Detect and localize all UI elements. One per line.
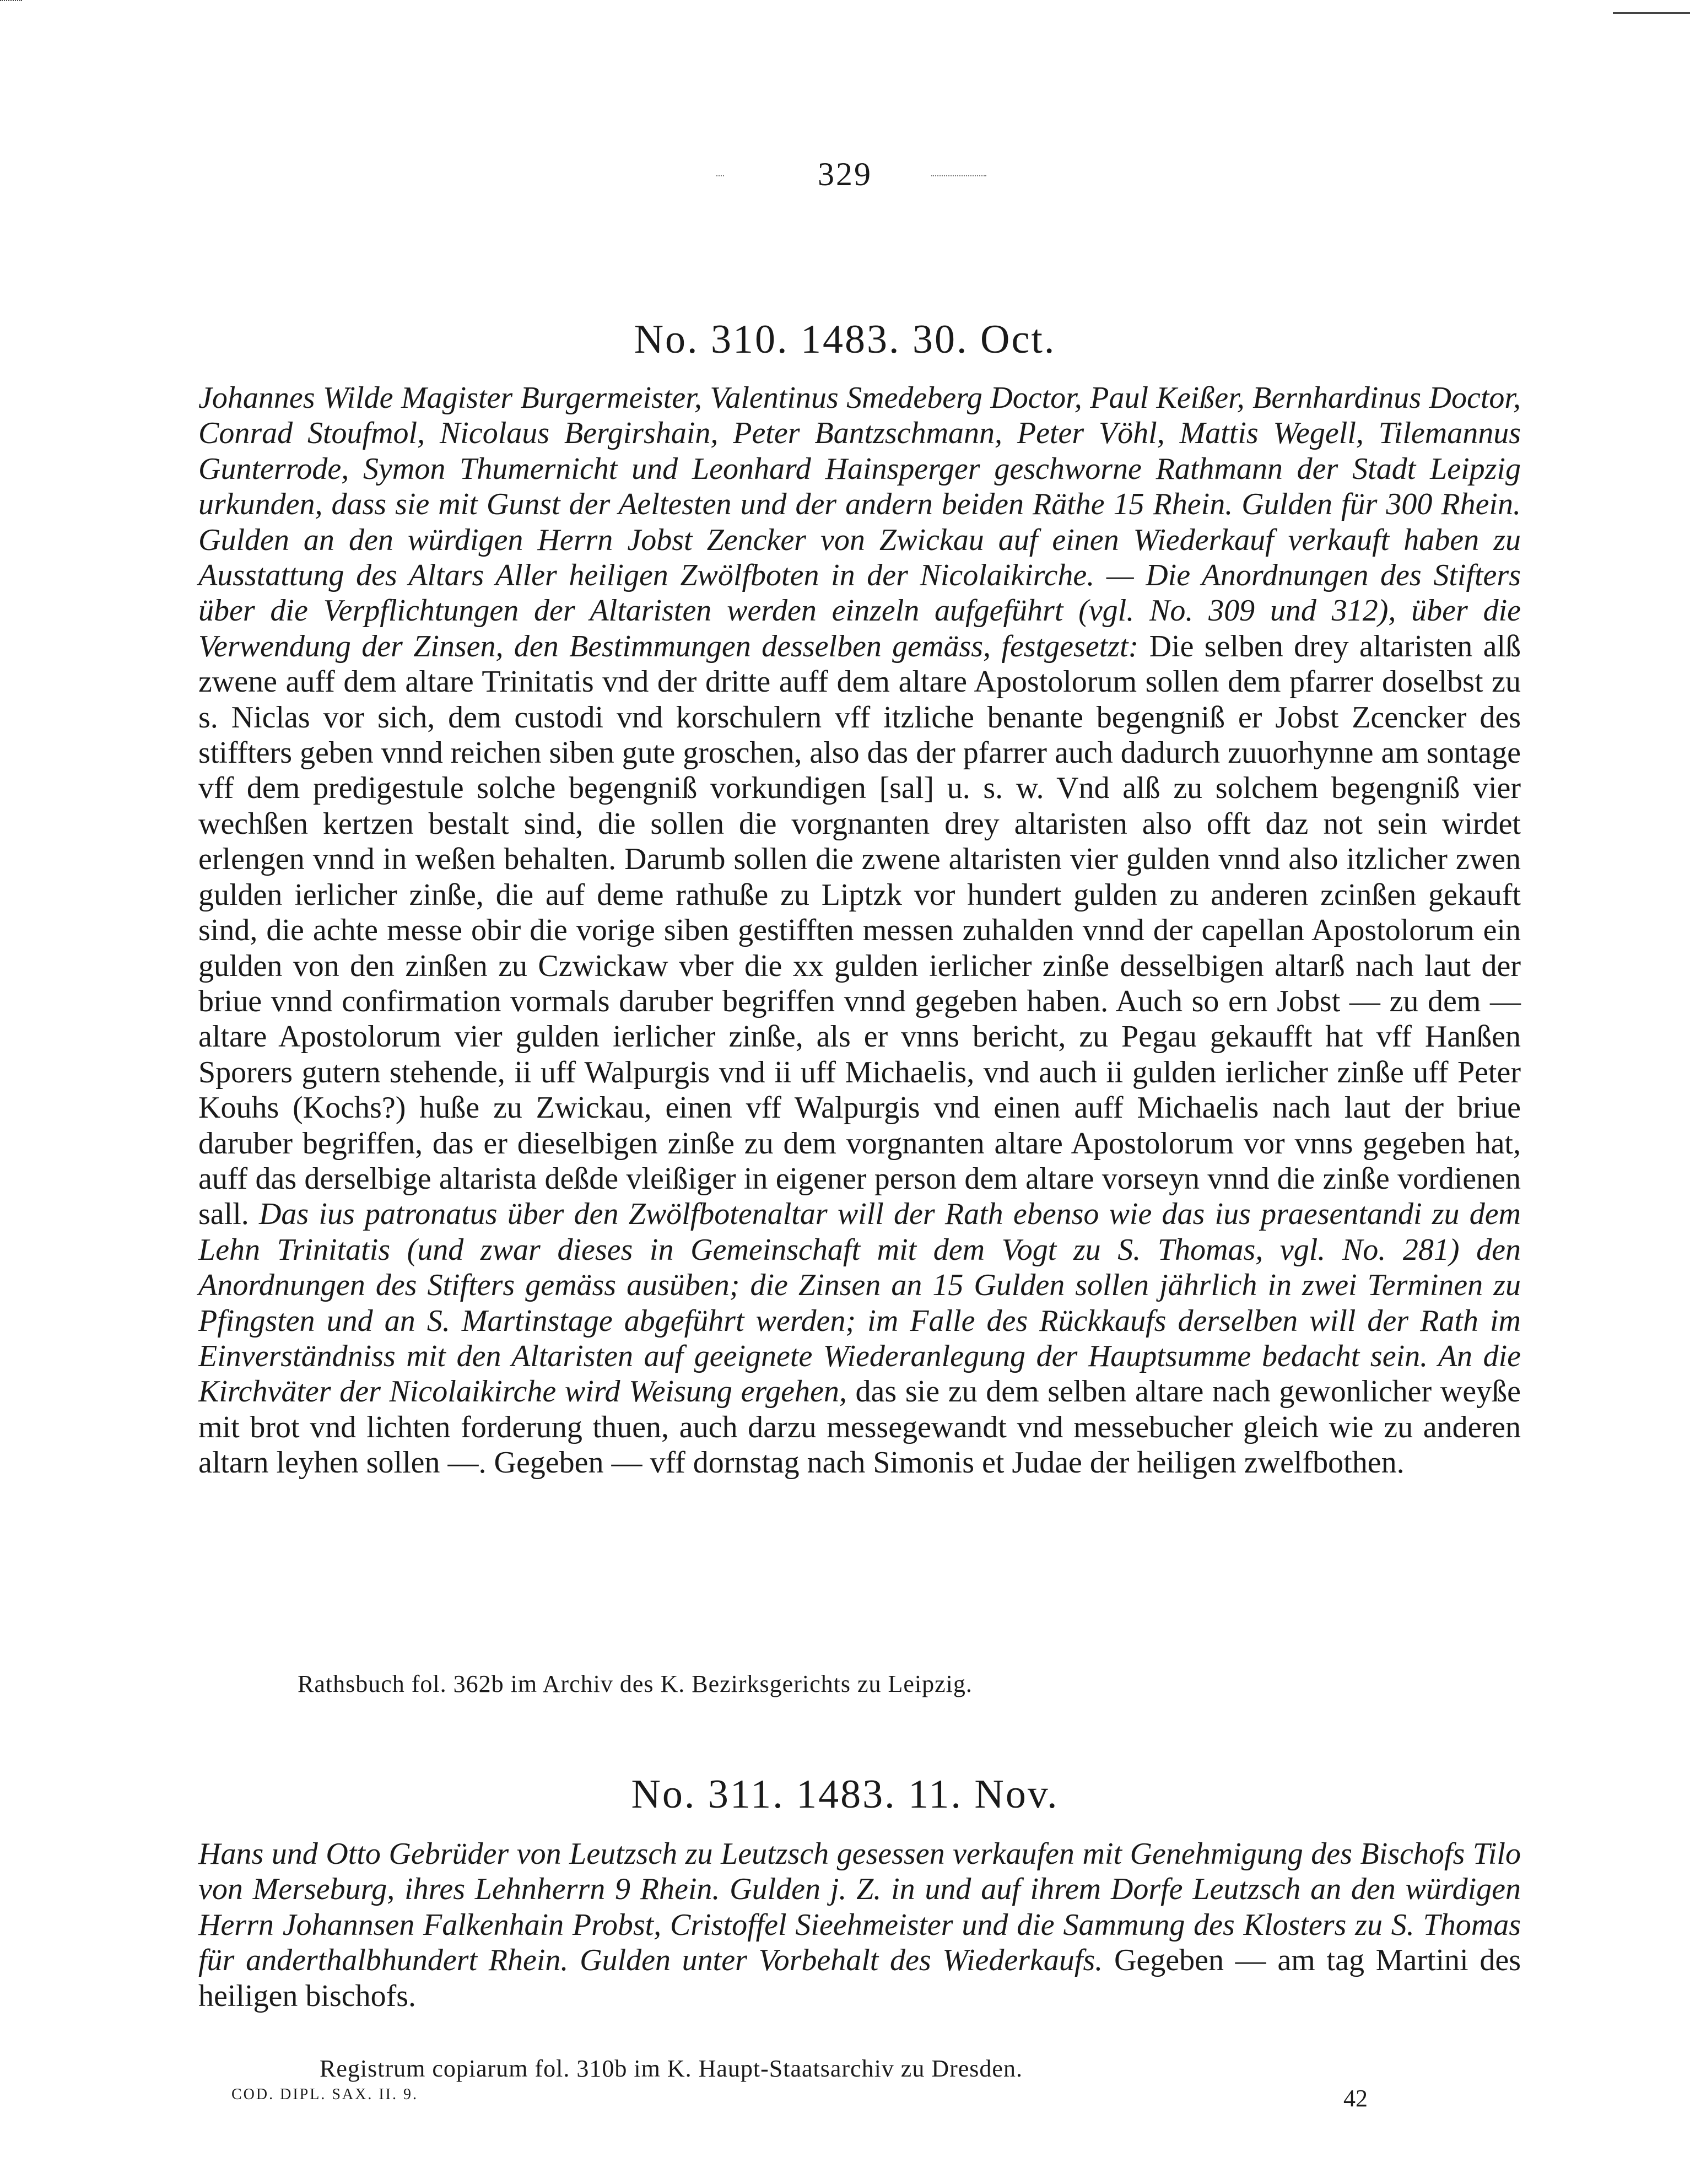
entry-body-310: [198, 380, 1521, 1481]
summary-text: Johannes Wilde Magister Burgermeister, Valentinus Smedeberg Doctor, Paul Keißer, Bernhardinus Doctor, Conrad Stoufmol, Nicolaus Bergirshain, Peter Bantzschmann, Peter Vöhl, Mattis Wegell, Tilemannus Gunterrode, Symon Thumernicht und Leonhard Hainsperger geschworne Rathmann der Stadt Leipzig urkunden, dass sie mit Gunst der Aeltesten und der andern beiden Räthe 15 Rhein. Gulden für 300 Rhein. Gulden an den würdigen Herrn Jobst Zencker von Zwickau auf einen Wiederkauf verkauft haben zu Ausstattung des Altars Aller heiligen Zwölfboten in der Nicolaikirche. — Die Anordnungen des Stifters über die Verpflichtungen der Altaristen werden einzeln aufgeführt (vgl. No. 309 und 312), über die Verwendung der Zinsen, den Bestimmungen desselben gemäss, festgesetzt:: [198, 381, 1521, 664]
header-dash-right: [931, 175, 986, 176]
quoted-text: das sie zu dem selben altare nach gewonlicher weyße mit brot vnd lichten forderung thuen, auch darzu messegewandt vnd messebucher gleich wie zu anderen altarn leyhen sollen —. Gegeben — vff dornstag nach Simonis et Judae der heiligen zwelfbothen.: [198, 1374, 1521, 1480]
quoted-text: Gegeben — am tag Martini des heiligen bischofs.: [198, 1943, 1521, 2013]
quoted-text: Die selben drey altaristen alß zwene auff dem altare Trinitatis vnd der dritte auff dem altare Apostolorum sollen dem pfarrer doselbst zu s. Niclas vor sich, dem custodi vnd korschulern vff itzliche benante begengniß er Jobst Zcencker des stiffters geben vnnd reichen siben gute groschen, also das der pfarrer auch dadurch zuuorhynne am sontage vff dem predigestule solche begengniß vorkundigen [sal] u. s. w. Vnd alß zu solchem begengniß vier wechßen kertzen bestalt sind, die sollen die vorgnanten drey altaristen also offt daz not sein wirdet erlengen vnnd in weßen behalten. Darumb sollen die zwene altaristen vier gulden vnnd also itzlicher zwen gulden ierlicher zinße, die auf deme rathuße zu Liptzk vor hundert gulden zu anderen zcinßen gekauft sind, die achte messe obir die vorige siben gestifften messen zuhalden vnnd der capellan Apostolorum ein gulden von den zinßen zu Czwickaw vber die xx gulden ierlicher zinße desselbigen altarß nach laut der briue vnnd confirmation vormals daruber begriffen vnnd gegeben haben. Auch so ern Jobst — zu dem — altare Apostolorum vier gulden ierlicher zinße, als er vnns bericht, zu Pegau gekaufft hat vff Hanßen Sporers gutern stehende, ii uff Walpurgis vnd ii uff Michaelis, vnd auch ii gulden ierlicher zinße uff Peter Kouhs (Kochs?) huße zu Zwickau, einen vff Walpurgis vnd einen auff Michaelis nach laut der briue daruber begriffen, das er dieselbigen zinße zu dem vorgnanten altare Apostolorum vor vnns gegeben hat, auff das derselbige altarista deßde vleißiger in eigener person dem altare vorseyn vnnd die zinße vordienen sall.: [198, 629, 1521, 1232]
top-edge-rule: [1613, 12, 1690, 14]
entry-heading-310: No. 310. 1483. 30. Oct.: [634, 317, 1056, 362]
page-number: 329: [818, 156, 872, 192]
entry-body-311: [198, 1836, 1521, 2014]
summary-text: Das ius patronatus über den Zwölfbotenaltar will der Rath ebenso wie das ius praesentandi zu dem Lehn Trinitatis (und zwar dieses in Gemeinschaft mit dem Vogt zu S. Thomas, vgl. No. 281) den Anordnungen des Stifters gemäss ausüben; die Zinsen an 15 Gulden sollen jährlich in zwei Terminen zu Pfingsten und an S. Martinstage abgeführt werden; im Falle des Rückkaufs derselben will der Rath im Einverständniss mit den Altaristen auf geeignete Wiederanlegung der Hauptsumme bedacht sein. An die Kirchväter der Nicolaikirche wird Weisung ergehen,: [198, 1197, 1521, 1409]
summary-text: Hans und Otto Gebrüder von Leutzsch zu Leutzsch gesessen verkaufen mit Genehmigung des Bischofs Tilo von Merseburg, ihres Lehnherrn 9 Rhein. Gulden j. Z. in und auf ihrem Dorfe Leutzsch an den würdigen Herrn Johannsen Falkenhain Probst, Cristoffel Sieehmeister und die Sammung des Klosters zu S. Thomas für anderthalbhundert Rhein. Gulden unter Vorbehalt des Wiederkaufs.: [198, 1837, 1521, 1978]
footer-signature: COD. DIPL. SAX. II. 9.: [231, 2086, 418, 2103]
entry-source-310: Rathsbuch fol. 362b im Archiv des K. Bezirksgerichts zu Leipzig.: [298, 1670, 973, 1697]
entry-heading-311: No. 311. 1483. 11. Nov.: [631, 1772, 1059, 1817]
footer-sheet-number: 42: [1343, 2085, 1368, 2112]
edge-scan-mark: [0, 0, 22, 13]
entry-source-311: Registrum copiarum fol. 310b im K. Haupt-Staatsarchiv zu Dresden.: [320, 2055, 1023, 2082]
